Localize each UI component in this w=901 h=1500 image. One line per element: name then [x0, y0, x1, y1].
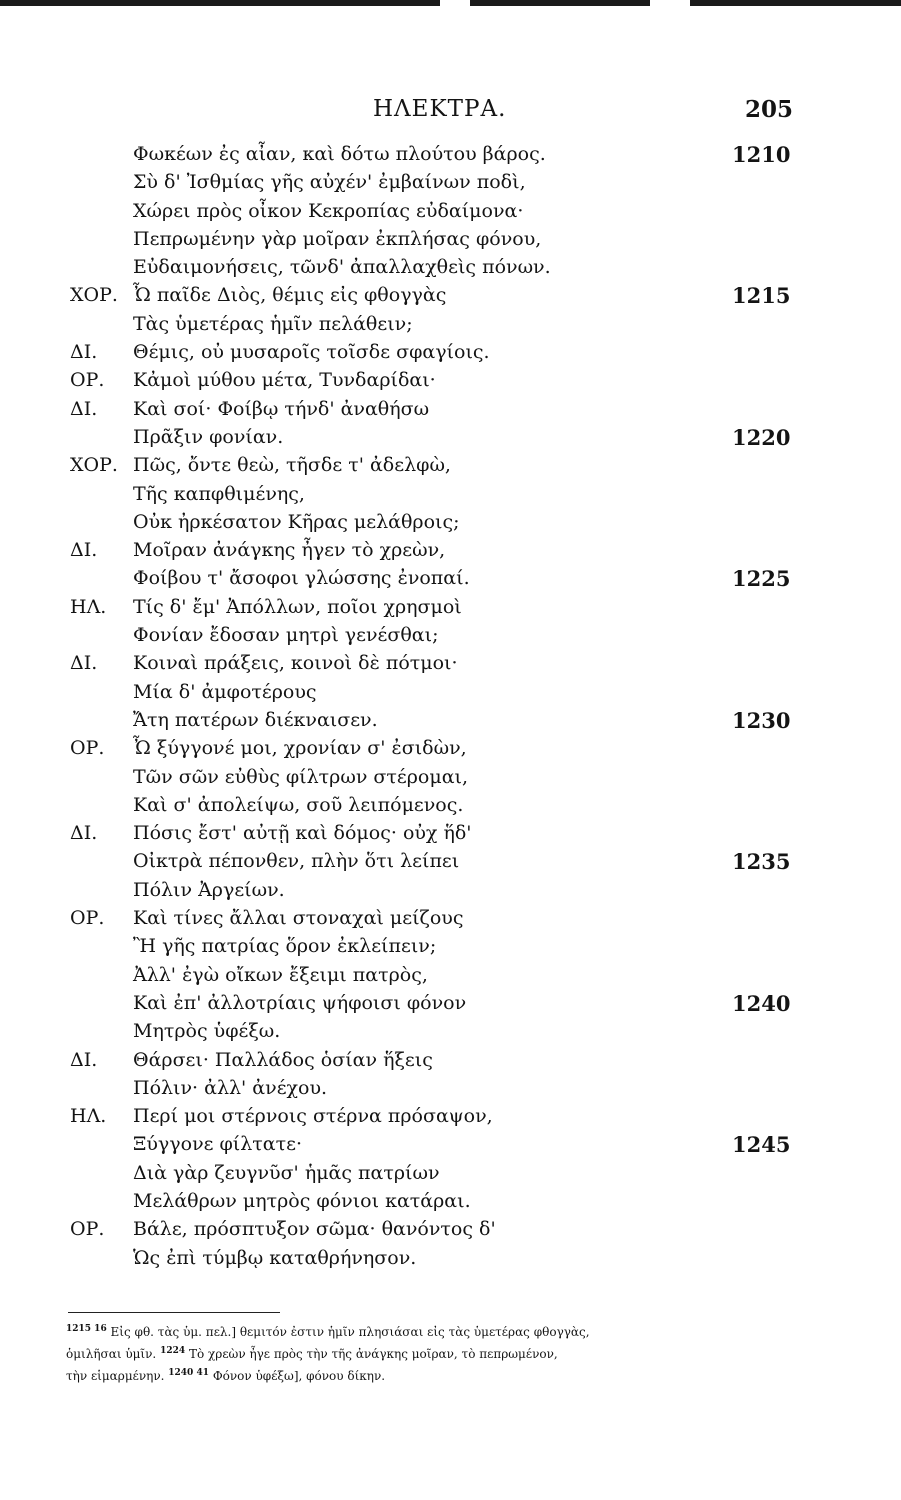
verse-line [0, 508, 901, 536]
verse-line [0, 706, 901, 734]
verse-line [0, 1187, 901, 1215]
verse-line [0, 1017, 901, 1045]
page-number: 205 [745, 96, 794, 123]
footnote-ref: 1215 16 [66, 1324, 107, 1334]
verse-line [0, 1215, 901, 1243]
speaker-label: ΟΡ. [70, 1218, 105, 1241]
verse-text: Ἢ γῆς πατρίας ὅρον ἐκλείπειν; [133, 935, 437, 958]
verse-text: Πόλιν· ἀλλ' ἀνέχου. [133, 1076, 328, 1099]
verse-line [0, 1046, 901, 1074]
verse-text: Ξύγγονε φίλτατε· [133, 1133, 303, 1156]
footnote-text: τὴν εἱμαρμένην. [66, 1369, 165, 1383]
verse-text: Ἀλλ' ἐγὼ οἴκων ἔξειμι πατρὸς, [133, 963, 428, 986]
verse-text: Καὶ σοί· Φοίβῳ τήνδ' ἀναθήσω [133, 397, 430, 420]
verse-line [0, 678, 901, 706]
verse-text: Ὦ ξύγγονέ μοι, χρονίαν σ' ἐσιδὼν, [133, 737, 467, 760]
footnotes [66, 1320, 796, 1386]
verse-line [0, 621, 901, 649]
verse-text: Βάλε, πρόσπτυξον σῶμα· θανόντος δ' [133, 1218, 496, 1241]
footnote-text: Φόνον ὑφέξω], φόνου δίκην. [212, 1369, 386, 1383]
verse-text: Κοιναὶ πράξεις, κοινοὶ δὲ πότμοι· [133, 652, 458, 675]
verse-line [0, 168, 901, 196]
footnote-ref: 1224 [160, 1346, 186, 1356]
verse-line [0, 593, 901, 621]
verse-line [0, 536, 901, 564]
speaker-label: ΔΙ. [70, 652, 98, 675]
verse-text: Διὰ γὰρ ζευγνῦσ' ἡμᾶς πατρίων [133, 1161, 440, 1184]
verse-text: Πόλιν Ἀργείων. [133, 878, 285, 901]
footnote-text: Τὸ χρεὼν ἦγε πρὸς τὴν τῆς ἀνάγκης μοῖραν, τὸ πεπρωμένον, [188, 1347, 558, 1361]
verse-line [0, 480, 901, 508]
footnote-text: Εἰς φθ. τὰς ὑμ. πελ.] θεμιτόν ἐστιν ἡμῖν πλησιάσαι εἰς τὰς ὑμετέρας φθογγὰς, [110, 1325, 590, 1339]
line-number: 1245 [732, 1132, 791, 1158]
verse-line [0, 564, 901, 592]
verse-line [0, 961, 901, 989]
verse-line [0, 310, 901, 338]
verse-body [0, 140, 901, 1272]
footnote-rule [68, 1312, 280, 1313]
verse-text: Φονίαν ἔδοσαν μητρὶ γενέσθαι; [133, 624, 439, 647]
line-number: 1235 [732, 849, 791, 875]
speaker-label: ΗΛ. [70, 595, 107, 618]
verse-text: Τῆς καπφθιμένης, [133, 482, 305, 505]
verse-line [0, 649, 901, 677]
verse-line [0, 395, 901, 423]
footnote-text: ὁμιλῆσαι ὑμῖν. [66, 1347, 157, 1361]
verse-text: Ὦ παῖδε Διὸς, θέμις εἰς φθογγὰς [133, 284, 447, 307]
verse-line [0, 338, 901, 366]
verse-text: Περί μοι στέρνοις στέρνα πρόσαψον, [133, 1105, 493, 1128]
verse-text: Μία δ' ἀμφοτέρους [133, 680, 317, 703]
page-header [0, 96, 901, 136]
verse-text: Θέμις, οὐ μυσαροῖς τοῖσδε σφαγίοις. [133, 341, 490, 364]
verse-line [0, 366, 901, 394]
speaker-label: ΟΡ. [70, 907, 105, 930]
verse-line [0, 281, 901, 309]
verse-line [0, 791, 901, 819]
verse-line [0, 932, 901, 960]
verse-line [0, 197, 901, 225]
verse-text: Καὶ τίνες ἄλλαι στοναχαὶ μείζους [133, 907, 464, 930]
footnote-line [66, 1342, 796, 1364]
verse-line [0, 904, 901, 932]
verse-text: Οὐκ ἠρκέσατον Κῆρας μελάθροις; [133, 510, 460, 533]
verse-text: Ἄτη πατέρων διέκναισεν. [133, 708, 378, 731]
verse-text: Εὐδαιμονήσεις, τῶνδ' ἀπαλλαχθεὶς πόνων. [133, 256, 551, 279]
verse-line [0, 451, 901, 479]
line-number: 1215 [732, 283, 791, 309]
speaker-label: ΧΟΡ. [70, 284, 118, 307]
speaker-label: ΔΙ. [70, 397, 98, 420]
verse-text: Πῶς, ὄντε θεὼ, τῆσδε τ' ἀδελφὼ, [133, 454, 451, 477]
verse-line [0, 763, 901, 791]
verse-text: Καὶ ἐπ' ἀλλοτρίαις ψήφοισι φόνον [133, 991, 467, 1014]
verse-text: Πόσις ἔστ' αὐτῇ καὶ δόμος· οὐχ ἥδ' [133, 822, 472, 845]
verse-text: Ὡς ἐπὶ τύμβῳ καταθρήνησον. [133, 1246, 417, 1269]
verse-line [0, 1244, 901, 1272]
verse-text: Μοῖραν ἀνάγκης ἦγεν τὸ χρεὼν, [133, 539, 446, 562]
verse-text: Φωκέων ἐς αἶαν, καὶ δότω πλούτου βάρος. [133, 143, 546, 165]
speaker-label: ΔΙ. [70, 1048, 98, 1071]
verse-line [0, 989, 901, 1017]
line-number: 1220 [732, 424, 791, 450]
verse-text: Τῶν σῶν εὐθὺς φίλτρων στέρομαι, [133, 765, 469, 788]
verse-line [0, 253, 901, 281]
footnote-ref: 1240 41 [168, 1368, 209, 1378]
verse-text: Κἀμοὶ μύθου μέτα, Τυνδαρίδαι· [133, 369, 436, 392]
verse-line [0, 819, 901, 847]
verse-text: Σὺ δ' Ἰσθμίας γῆς αὐχέν' ἐμβαίνων ποδὶ, [133, 171, 526, 194]
footnote-line [66, 1320, 796, 1342]
verse-text: Φοίβου τ' ἄσοφοι γλώσσης ἐνοπαί. [133, 567, 470, 590]
verse-text: Μητρὸς ὑφέξω. [133, 1020, 281, 1043]
verse-line [0, 140, 901, 168]
verse-line [0, 1159, 901, 1187]
line-number: 1225 [732, 566, 791, 592]
speaker-label: ΟΡ. [70, 737, 105, 760]
running-title: ΗΛΕΚΤΡΑ. [373, 96, 507, 122]
speaker-label: ΗΛ. [70, 1105, 107, 1128]
verse-line [0, 1102, 901, 1130]
line-number: 1210 [732, 142, 791, 167]
verse-line [0, 225, 901, 253]
verse-text: Πρᾶξιν φονίαν. [133, 425, 284, 448]
verse-text: Πεπρωμένην γὰρ μοῖραν ἐκπλήσας φόνου, [133, 227, 542, 250]
line-number: 1240 [732, 990, 791, 1016]
speaker-label: ΟΡ. [70, 369, 105, 392]
verse-line [0, 876, 901, 904]
top-edge-bar [0, 0, 901, 8]
speaker-label: ΔΙ. [70, 539, 98, 562]
speaker-label: ΧΟΡ. [70, 454, 118, 477]
verse-line [0, 1074, 901, 1102]
verse-line [0, 734, 901, 762]
footnote-line [66, 1364, 796, 1386]
verse-text: Μελάθρων μητρὸς φόνιοι κατάραι. [133, 1189, 471, 1212]
verse-text: Τὰς ὑμετέρας ἡμῖν πελάθειν; [133, 312, 413, 335]
speaker-label: ΔΙ. [70, 341, 98, 364]
verse-text: Οἰκτρὰ πέπονθεν, πλὴν ὅτι λείπει [133, 850, 460, 873]
verse-text: Τίς δ' ἔμ' Ἀπόλλων, ποῖοι χρησμοὶ [133, 595, 462, 618]
verse-text: Χώρει πρὸς οἶκον Κεκροπίας εὐδαίμονα· [133, 199, 524, 222]
verse-line [0, 423, 901, 451]
line-number: 1230 [732, 707, 791, 733]
speaker-label: ΔΙ. [70, 822, 98, 845]
verse-text: Θάρσει· Παλλάδος ὁσίαν ἥξεις [133, 1048, 433, 1071]
verse-line [0, 847, 901, 875]
verse-line [0, 1130, 901, 1158]
verse-text: Καὶ σ' ἀπολείψω, σοῦ λειπόμενος. [133, 793, 464, 816]
